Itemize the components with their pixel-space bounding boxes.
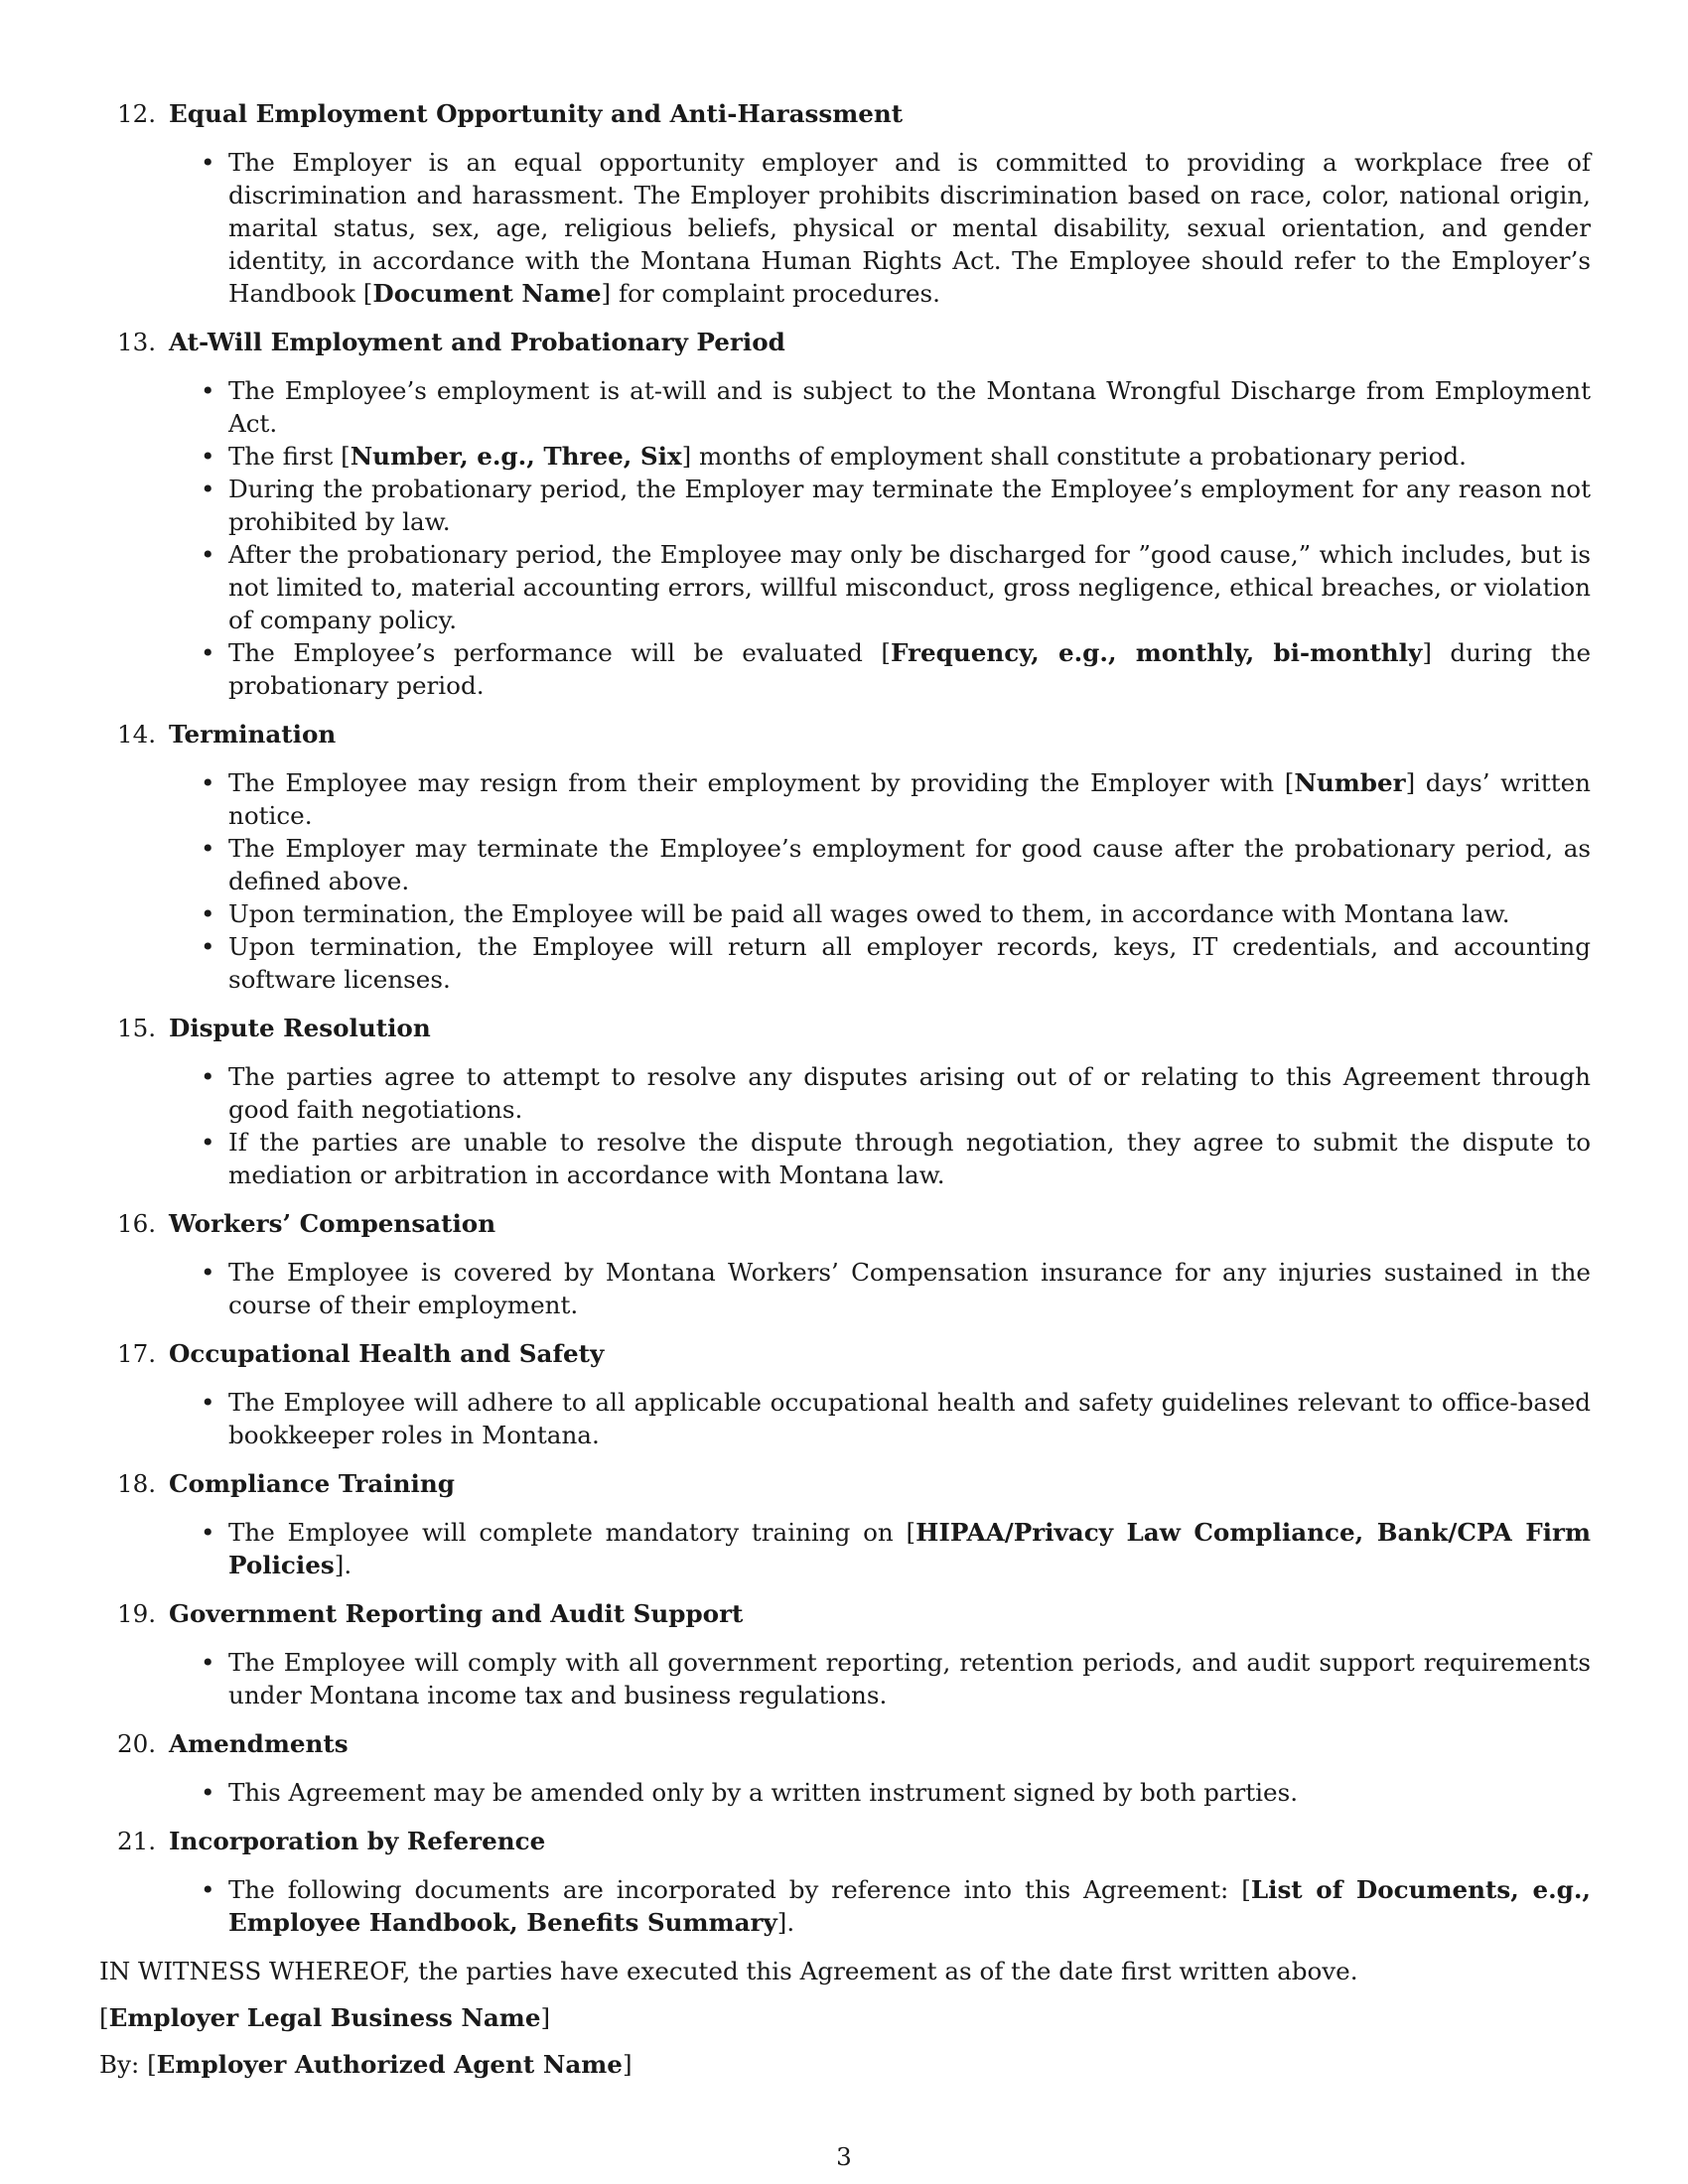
section-heading <box>99 1825 1591 1857</box>
bullet-list <box>99 1646 1591 1711</box>
section-20 <box>99 1727 1591 1809</box>
bullet-icon: • <box>201 1778 215 1807</box>
body-text: The Employer may terminate the Employee’s employment for good cause after the probationary period, as defined above. <box>228 834 1591 895</box>
bullet-icon: • <box>201 1518 215 1547</box>
bullet-icon: • <box>201 1062 215 1091</box>
body-text: ] for complaint procedures. <box>601 279 940 308</box>
signature-by-line <box>99 2048 1591 2081</box>
placeholder-text: Frequency, e.g., monthly, bi-monthly <box>891 638 1423 667</box>
body-text: ] days’ written notice. <box>228 768 1592 830</box>
body-text: The Employee may resign from their employment by providing the Employer with [ <box>228 768 1295 797</box>
section-14 <box>99 718 1591 996</box>
bullet-icon: • <box>201 475 215 503</box>
body-text: The Employee’s employment is at-will and is subject to the Montana Wrongful Discharge from Employment Act. <box>228 376 1591 438</box>
section-title: Occupational Health and Safety <box>169 1339 605 1368</box>
body-text: ]. <box>776 1908 795 1937</box>
bullet-icon: • <box>201 442 215 471</box>
placeholder-text: HIPAA/Privacy Law Compliance, Bank/CPA Firm Policies <box>228 1518 1591 1579</box>
section-heading <box>99 1207 1591 1240</box>
section-17 <box>99 1337 1591 1451</box>
body-text: ] during the probationary period. <box>228 638 1591 700</box>
body-text: The Employee’s performance will be evaluated [ <box>228 638 892 667</box>
body-text: During the probationary period, the Employer may terminate the Employee’s employment for any reason not prohibited by law. <box>228 475 1591 536</box>
list-item <box>201 897 1591 930</box>
section-16 <box>99 1207 1591 1321</box>
section-title: Dispute Resolution <box>169 1014 431 1042</box>
bullet-list <box>99 766 1591 996</box>
bullet-list <box>99 1060 1591 1191</box>
section-heading <box>99 1727 1591 1760</box>
section-number: 18. <box>117 1469 157 1498</box>
section-heading <box>99 1012 1591 1044</box>
body-text: The following documents are incorporated by reference into this Agreement: [ <box>228 1875 1251 1904</box>
section-heading <box>99 326 1591 358</box>
bullet-icon: • <box>201 1875 215 1904</box>
document-page <box>99 97 1591 2095</box>
section-title: Workers’ Compensation <box>169 1209 496 1238</box>
section-19 <box>99 1597 1591 1711</box>
section-heading <box>99 1337 1591 1370</box>
body-text: Upon termination, the Employee will be paid all wages owed to them, in accordance with Montana law. <box>228 899 1510 928</box>
section-heading <box>99 97 1591 130</box>
witness-clause: IN WITNESS WHEREOF, the parties have executed this Agreement as of the date first written above. <box>99 1957 1358 1985</box>
section-title: Government Reporting and Audit Support <box>169 1599 744 1628</box>
body-text: The first [ <box>228 442 351 471</box>
section-13 <box>99 326 1591 702</box>
body-text: The Employee is covered by Montana Workers’ Compensation insurance for any injuries sustained in the course of their employment. <box>228 1258 1591 1319</box>
list-item <box>201 1256 1591 1321</box>
bullet-icon: • <box>201 148 215 177</box>
employer-name-line <box>99 2001 1591 2034</box>
list-item <box>201 146 1591 310</box>
list-item <box>201 1386 1591 1451</box>
list-item <box>201 766 1592 832</box>
section-number: 16. <box>117 1209 157 1238</box>
list-item <box>201 538 1591 636</box>
bullet-icon: • <box>201 932 215 961</box>
page-number: 3 <box>836 2142 852 2171</box>
bullet-list <box>99 1873 1591 1939</box>
body-text: The Employer is an equal opportunity employer and is committed to providing a workplace free of discrimination and harassment. The Employer prohibits discrimination based on race, color, national origin, marital status, sex, age, religious beliefs, physical or mental disability, sexual orientation, and gender identity, in accordance with the Montana Human Rights Act. The Employee should refer to the Employer’s Handbook [ <box>228 148 1591 308</box>
section-number: 17. <box>117 1339 157 1368</box>
section-18 <box>99 1467 1591 1581</box>
bracket-open: [ <box>99 2003 109 2032</box>
section-title: Termination <box>169 720 337 749</box>
section-heading <box>99 1467 1591 1500</box>
section-number: 21. <box>117 1827 157 1855</box>
body-text: ] months of employment shall constitute a probationary period. <box>681 442 1467 471</box>
placeholder-text: Number, e.g., Three, Six <box>350 442 682 471</box>
bullet-list <box>99 1516 1591 1581</box>
section-title: Incorporation by Reference <box>169 1827 546 1855</box>
section-number: 20. <box>117 1729 157 1758</box>
section-21 <box>99 1825 1591 1939</box>
list-item <box>201 636 1591 702</box>
body-text: The Employee will comply with all government reporting, retention periods, and audit support requirements under Montana income tax and business regulations. <box>228 1648 1591 1709</box>
bullet-list <box>99 1386 1591 1451</box>
bullet-icon: • <box>201 899 215 928</box>
list-item <box>201 1060 1591 1126</box>
section-title: At-Will Employment and Probationary Period <box>169 328 785 356</box>
bullet-icon: • <box>201 540 215 569</box>
placeholder-text: Document Name <box>372 279 602 308</box>
section-title: Compliance Training <box>169 1469 455 1498</box>
list-item <box>201 1646 1591 1711</box>
bullet-list <box>99 374 1591 702</box>
list-item <box>201 374 1591 440</box>
body-text: Upon termination, the Employee will return all employer records, keys, IT credentials, and accounting software licenses. <box>228 932 1591 994</box>
section-list <box>99 97 1591 1939</box>
list-item <box>201 930 1591 996</box>
section-15 <box>99 1012 1591 1191</box>
agent-name-placeholder: Employer Authorized Agent Name <box>156 2050 623 2079</box>
section-title: Equal Employment Opportunity and Anti-Harassment <box>169 99 904 128</box>
list-item <box>201 1516 1591 1581</box>
bullet-icon: • <box>201 1648 215 1677</box>
section-heading <box>99 718 1591 751</box>
bullet-list <box>99 146 1591 310</box>
bullet-icon: • <box>201 638 215 667</box>
body-text: The parties agree to attempt to resolve any disputes arising out of or relating to this Agreement through good faith negotiations. <box>228 1062 1591 1124</box>
placeholder-text: Number <box>1294 768 1406 797</box>
bullet-icon: • <box>201 768 215 797</box>
section-number: 13. <box>117 328 157 356</box>
bullet-icon: • <box>201 1128 215 1157</box>
employer-name-placeholder: Employer Legal Business Name <box>108 2003 541 2032</box>
section-number: 19. <box>117 1599 157 1628</box>
section-number: 14. <box>117 720 157 749</box>
bullet-icon: • <box>201 834 215 863</box>
bullet-icon: • <box>201 376 215 405</box>
placeholder-text: List of Documents, e.g., Employee Handbook, Benefits Summary <box>228 1875 1591 1937</box>
bullet-icon: • <box>201 1258 215 1287</box>
body-text: ]. <box>334 1551 352 1579</box>
bullet-list <box>99 1256 1591 1321</box>
section-title: Amendments <box>169 1729 349 1758</box>
bracket-close: ] <box>540 2003 551 2032</box>
list-item <box>201 440 1591 473</box>
section-number: 15. <box>117 1014 157 1042</box>
section-heading <box>99 1597 1591 1630</box>
section-12 <box>99 97 1591 310</box>
bullet-list <box>99 1776 1591 1809</box>
bracket-close: ] <box>622 2050 633 2079</box>
section-number: 12. <box>117 99 157 128</box>
body-text: The Employee will adhere to all applicable occupational health and safety guidelines relevant to office-based bookkeeper roles in Montana. <box>228 1388 1591 1449</box>
list-item <box>201 1873 1591 1939</box>
list-item <box>201 1126 1591 1191</box>
body-text: After the probationary period, the Employee may only be discharged for ”good cause,” which includes, but is not limited to, material accounting errors, willful misconduct, gross negligence, ethical breaches, or violation of company policy. <box>228 540 1591 634</box>
body-text: This Agreement may be amended only by a written instrument signed by both parties. <box>228 1778 1299 1807</box>
by-prefix: By: [ <box>99 2050 157 2079</box>
list-item <box>201 1776 1591 1809</box>
list-item <box>201 473 1591 538</box>
bullet-icon: • <box>201 1388 215 1417</box>
body-text: The Employee will complete mandatory training on [ <box>228 1518 916 1547</box>
body-text: If the parties are unable to resolve the dispute through negotiation, they agree to submit the dispute to mediation or arbitration in accordance with Montana law. <box>228 1128 1591 1189</box>
list-item <box>201 832 1591 897</box>
